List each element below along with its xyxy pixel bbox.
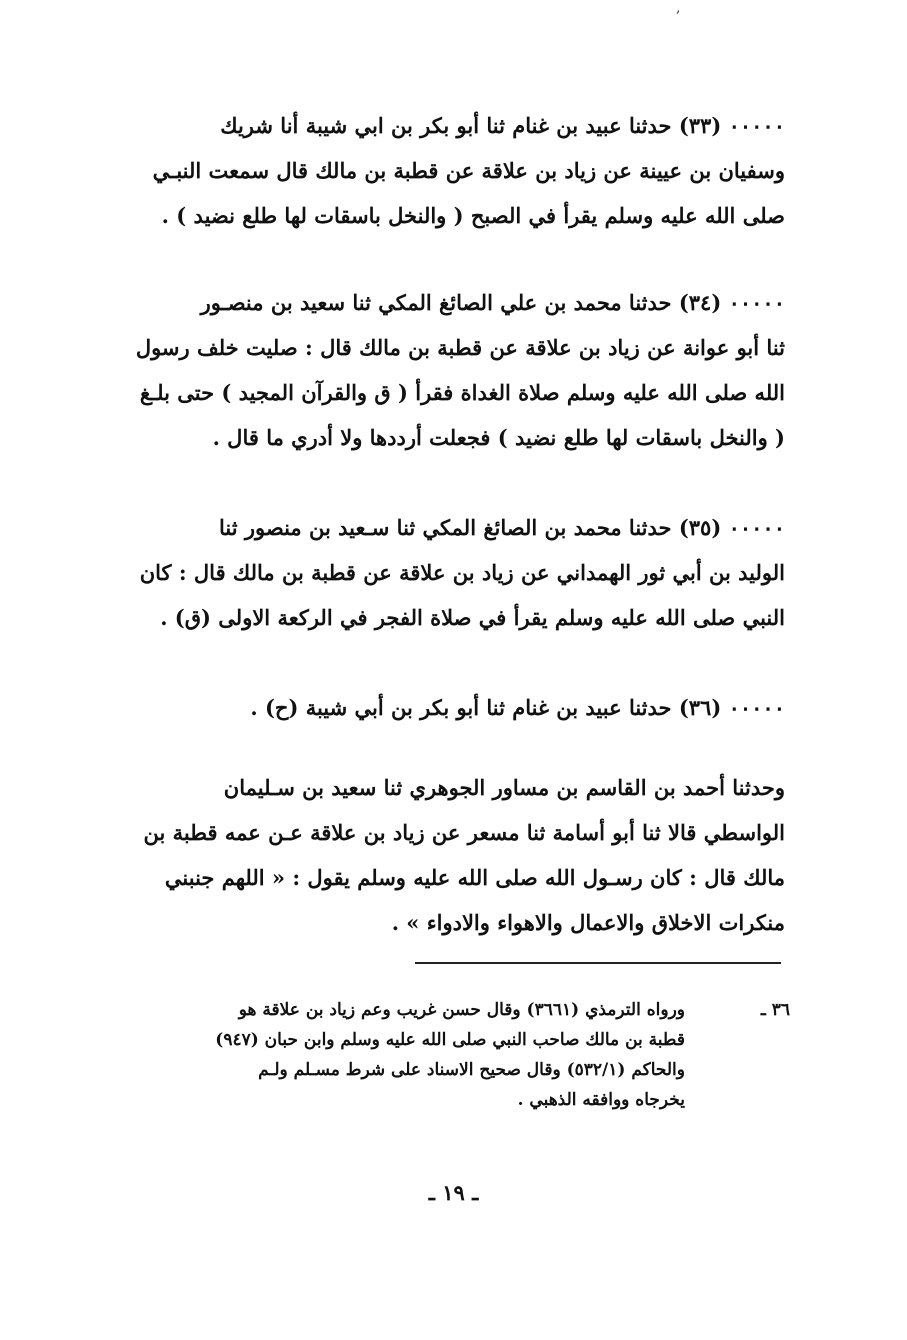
text-line: ٠٠٠٠٠ (٣٣) حدثنا عبيد بن غنام ثنا أبو بكر بن ابي شيبة أنا شريك <box>220 113 785 138</box>
footnote-line: يخرجاه ووافقه الذهبي . <box>517 1090 685 1110</box>
hadith-36-continuation <box>80 765 785 945</box>
text-line: صلى الله عليه وسلم يقرأ في الصبح ( والنخل باسقات لها طلع نضيد ) . <box>161 203 785 228</box>
hadith-36 <box>80 685 785 730</box>
text-line: منكرات الاخلاق والاعمال والاهواء والادواء » . <box>391 910 785 935</box>
footnote-divider <box>415 962 781 964</box>
footnote-36 <box>70 995 790 1115</box>
text-line: ( والنخل باسقات لها طلع نضيد ) فجعلت أرددها ولا أدري ما قال . <box>212 425 785 450</box>
footnote-line: والحاكم (٥٣٢/١) وقال صحيح الاسناد على شرط مسـلم ولـم <box>258 1060 685 1080</box>
page-number: ـ ١٩ ـ <box>428 1180 479 1205</box>
footnote-line: ورواه الترمذي (٣٦٦١) وقال حسن غريب وعم زياد بن علاقة هو <box>238 1000 685 1020</box>
text-line: الواسطي قالا ثنا أبو أسامة ثنا مسعر عن زياد بن علاقة عـن عمه قطبة بن <box>143 820 785 845</box>
text-line: الله صلى الله عليه وسلم صلاة الغداة فقرأ ( ق والقرآن المجيد ) حتى بلـغ <box>139 380 785 405</box>
text-line: ثنا أبو عوانة عن زياد بن علاقة عن قطبة بن مالك قال : صليت خلف رسول <box>135 335 785 360</box>
hadith-35 <box>80 505 785 640</box>
text-line: النبي صلى الله عليه وسلم يقرأ في صلاة الفجر في الركعة الاولى (ق) . <box>160 605 785 630</box>
text-line: ٠٠٠٠٠ (٣٥) حدثنا محمد بن الصائغ المكي ثنا سـعيد بن منصور ثنا <box>218 515 785 540</box>
text-line: وسفيان بن عيينة عن زياد بن علاقة عن قطبة بن مالك قال سمعت النبـي <box>152 158 785 183</box>
hadith-33 <box>80 103 785 238</box>
text-line: ٠٠٠٠٠ (٣٦) حدثنا عبيد بن غنام ثنا أبو بكر بن أبي شيبة (ح) . <box>250 695 785 720</box>
page-edge-mark: , <box>676 0 681 16</box>
footnote-text <box>70 995 685 1115</box>
text-line: وحدثنا أحمد بن القاسم بن مساور الجوهري ثنا سعيد بن سـليمان <box>223 775 785 800</box>
text-line: مالك قال : كان رسـول الله صلى الله عليه وسلم يقول : « اللهم جنبني <box>164 865 785 890</box>
footnote-number: ٣٦ ـ <box>760 1000 790 1020</box>
hadith-34 <box>80 280 785 460</box>
text-line: الوليد بن أبي ثور الهمداني عن زياد بن علاقة عن قطبة بن مالك قال : كان <box>139 560 785 585</box>
text-line: ٠٠٠٠٠ (٣٤) حدثنا محمد بن علي الصائغ المكي ثنا سعيد بن منصـور <box>200 290 785 315</box>
footnote-line: قطبة بن مالك صاحب النبي صلى الله عليه وسلم وابن حبان (٩٤٧) <box>215 1030 685 1050</box>
